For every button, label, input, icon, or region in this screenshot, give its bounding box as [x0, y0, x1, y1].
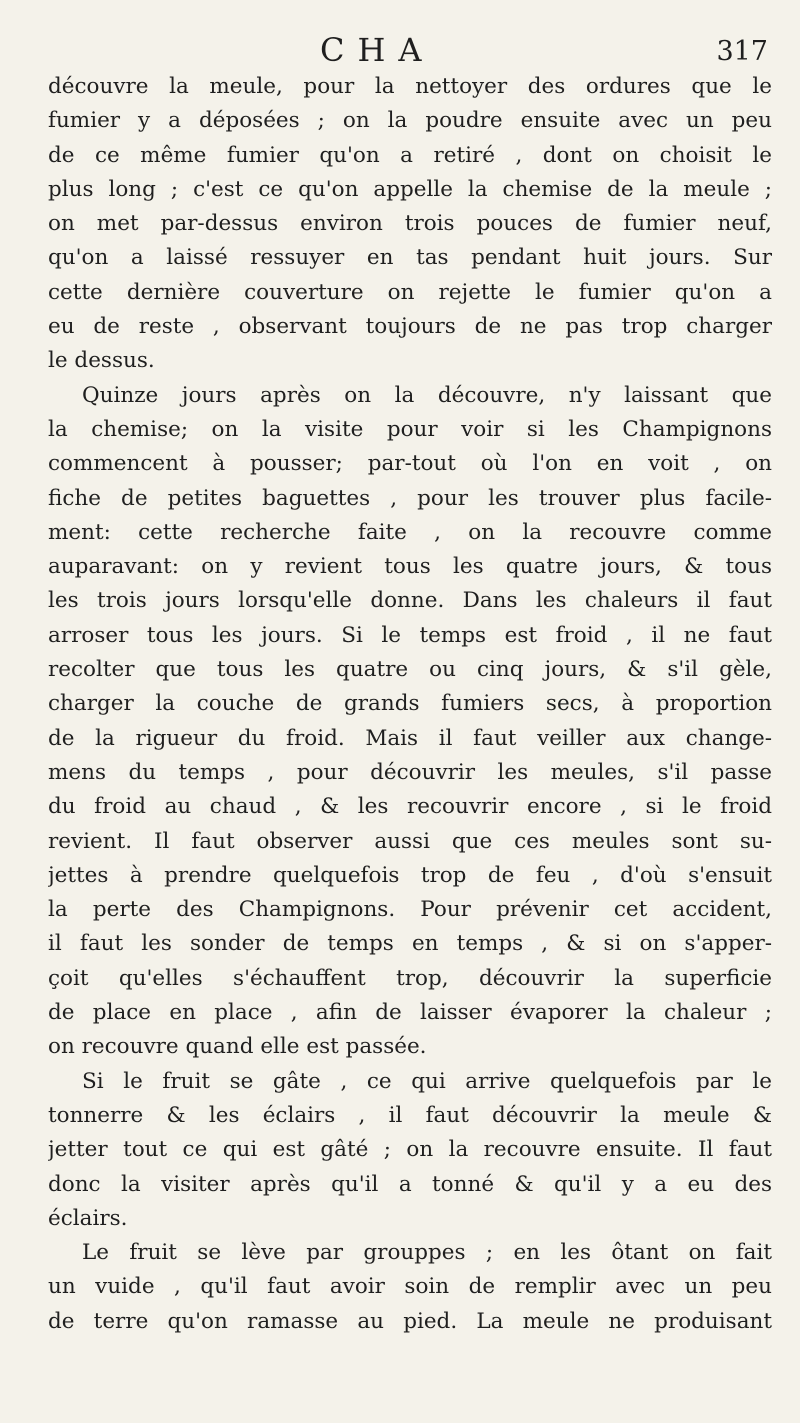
- text-line: revient. Il faut observer aussi que ces meules sont su-: [48, 828, 772, 854]
- text-line: du froid au chaud , & les recouvrir encore , si le froid: [48, 794, 772, 820]
- text-line: plus long ; c'est ce qu'on appelle la chemise de la meule ;: [48, 176, 772, 202]
- text-line: arroser tous les jours. Si le temps est froid , il ne faut: [48, 622, 772, 648]
- text-line: Quinze jours après on la découvre, n'y laissant que: [82, 382, 772, 408]
- text-line: recolter que tous les quatre ou cinq jours, & s'il gèle,: [48, 657, 772, 683]
- text-line: découvre la meule, pour la nettoyer des ordures que le: [48, 74, 772, 99]
- text-line: éclairs.: [48, 1205, 128, 1231]
- text-line: ment: cette recherche faite , on la recouvre comme: [48, 519, 772, 545]
- text-line: le dessus.: [48, 348, 155, 374]
- text-line: çoit qu'elles s'échauffent trop, découvrir la superficie: [48, 965, 772, 991]
- text-line: fumier y a déposées ; on la poudre ensuite avec un peu: [48, 108, 772, 134]
- page-number: 317: [716, 36, 768, 67]
- page-header: [0, 28, 800, 72]
- running-head: CHA: [320, 31, 435, 69]
- text-line: Le fruit se lève par grouppes ; en les ôtant on fait: [82, 1240, 772, 1266]
- text-line: un vuide , qu'il faut avoir soin de remplir avec un peu: [48, 1274, 772, 1300]
- text-line: Si le fruit se gâte , ce qui arrive quelquefois par le: [82, 1068, 772, 1094]
- text-line: mens du temps , pour découvrir les meules, s'il passe: [48, 759, 772, 785]
- text-line: de place en place , afin de laisser évaporer la chaleur ;: [48, 1000, 772, 1026]
- text-line: on met par-dessus environ trois pouces de fumier neuf,: [48, 211, 772, 237]
- text-line: la perte des Champignons. Pour prévenir cet accident,: [48, 897, 772, 923]
- text-line: donc la visiter après qu'il a tonné & qu'il y a eu des: [48, 1171, 772, 1197]
- text-line: jettes à prendre quelquefois trop de feu , d'où s'ensuit: [48, 862, 772, 888]
- text-line: la chemise; on la visite pour voir si les Champignons: [48, 416, 772, 442]
- text-line: il faut les sonder de temps en temps , & si on s'apper-: [48, 931, 772, 957]
- text-line: charger la couche de grands fumiers secs, à proportion: [48, 691, 772, 717]
- text-line: on recouvre quand elle est passée.: [48, 1034, 427, 1060]
- text-line: les trois jours lorsqu'elle donne. Dans les chaleurs il faut: [48, 588, 772, 614]
- text-line: tonnerre & les éclairs , il faut découvrir la meule &: [48, 1102, 772, 1128]
- text-line: de la rigueur du froid. Mais il faut veiller aux change-: [48, 725, 772, 751]
- text-line: eu de reste , observant toujours de ne pas trop charger: [48, 314, 772, 340]
- body-text: [48, 70, 772, 1339]
- text-line: qu'on a laissé ressuyer en tas pendant huit jours. Sur: [48, 245, 772, 271]
- text-line: de ce même fumier qu'on a retiré , dont on choisit le: [48, 142, 772, 168]
- text-line: de terre qu'on ramasse au pied. La meule ne produisant: [48, 1308, 772, 1334]
- text-line: commencent à pousser; par-tout où l'on en voit , on: [48, 451, 772, 477]
- text-line: jetter tout ce qui est gâté ; on la recouvre ensuite. Il faut: [48, 1137, 772, 1163]
- text-line: auparavant: on y revient tous les quatre jours, & tous: [48, 554, 772, 580]
- text-line: cette dernière couverture on rejette le fumier qu'on a: [48, 279, 772, 305]
- text-line: fiche de petites baguettes , pour les trouver plus facile-: [48, 485, 772, 511]
